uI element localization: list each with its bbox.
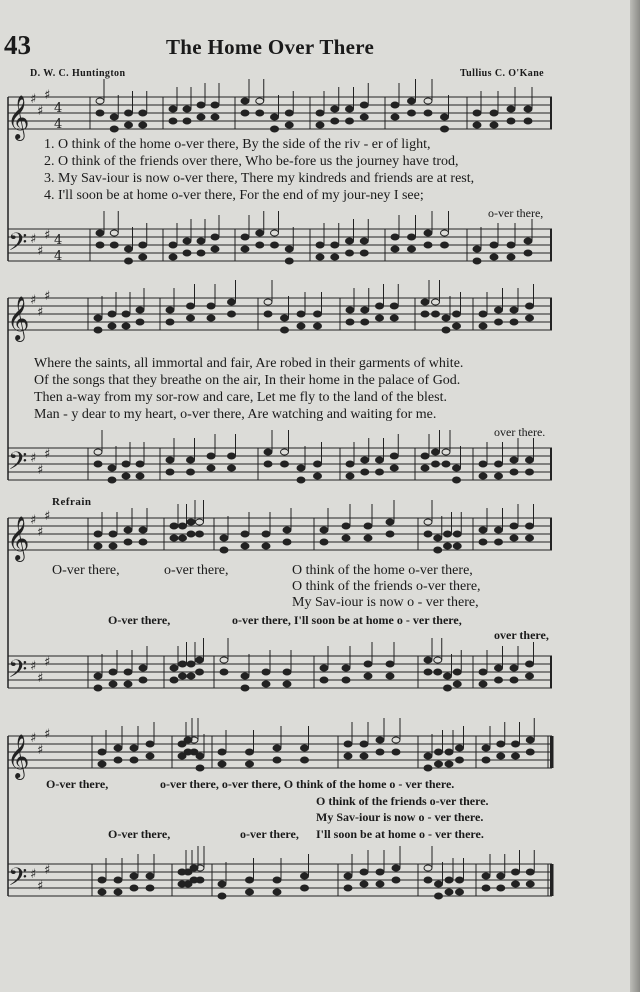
hymn-number: 43 (4, 30, 31, 60)
refrain-bass-echo-end: over there, (494, 628, 549, 642)
svg-text:𝄞: 𝄞 (7, 95, 30, 139)
svg-text:𝄞: 𝄞 (7, 734, 30, 778)
refrain2-bass-echo-a: O-ver there, (108, 827, 171, 841)
page-edge (630, 0, 640, 992)
verse-1-line-2: Where the saints, all immortal and fair, Are robed in their garments of white. (34, 356, 464, 371)
composer-credit: Tullius C. O'Kane (460, 68, 544, 79)
svg-text:4: 4 (54, 101, 63, 116)
verse-4-line-1: 4. I'll soon be at home o-ver there, For the end of my jour-ney I see; (44, 188, 424, 203)
svg-text:♯: ♯ (44, 863, 51, 878)
refrain2-line-saviour: My Sav-iour is now o - ver there. (316, 810, 484, 824)
svg-text:♯: ♯ (37, 879, 44, 894)
svg-text:♯: ♯ (37, 743, 44, 758)
svg-text:♯: ♯ (30, 232, 37, 247)
svg-text:♯: ♯ (44, 228, 51, 243)
svg-text:𝄢: 𝄢 (8, 228, 28, 263)
svg-text:𝄢: 𝄢 (8, 655, 28, 690)
verse-2-line-2: Of the songs that they breathe on the air, In their home in the palace of God. (34, 373, 461, 388)
svg-text:♯: ♯ (37, 463, 44, 478)
refrain-bass-echo-a: O-ver there, (108, 613, 171, 627)
refrain-line-saviour: My Sav-iour is now o - ver there, (292, 595, 479, 610)
svg-text:♯: ♯ (30, 659, 37, 674)
refrain2-bass-echo-b: o-ver there, (240, 827, 299, 841)
refrain2-echo-a: O-ver there, (46, 777, 109, 791)
svg-text:𝄞: 𝄞 (7, 296, 30, 340)
svg-text:♯: ♯ (37, 244, 44, 259)
svg-text:𝄢: 𝄢 (8, 447, 28, 482)
svg-text:♯: ♯ (44, 88, 51, 103)
svg-text:4: 4 (54, 117, 63, 132)
svg-text:♯: ♯ (44, 655, 51, 670)
verse-3-line-2: Then a-way from my sor-row and care, Let me fly to the land of the blest. (34, 390, 447, 405)
lyricist-credit: D. W. C. Huntington (30, 68, 126, 79)
refrain-line-friends: O think of the friends o-ver there, (292, 579, 481, 594)
svg-text:♯: ♯ (30, 513, 37, 528)
refrain2-bass-line: I'll soon be at home o - ver there. (316, 827, 484, 841)
svg-text:♯: ♯ (44, 289, 51, 304)
svg-text:♯: ♯ (44, 727, 51, 742)
refrain-echo-b: o-ver there, (164, 563, 229, 578)
svg-text:♯: ♯ (37, 525, 44, 540)
svg-text:♯: ♯ (30, 293, 37, 308)
refrain2-line-friends: O think of the friends o-ver there. (316, 794, 489, 808)
hymn-title: The Home Over There (166, 35, 375, 59)
svg-text:♯: ♯ (37, 671, 44, 686)
svg-text:♯: ♯ (44, 447, 51, 462)
refrain2-line-home: o-ver there, o-ver there, O think of the home o - ver there. (160, 777, 455, 791)
svg-text:♯: ♯ (37, 305, 44, 320)
svg-text:4: 4 (54, 249, 63, 264)
svg-text:4: 4 (54, 233, 63, 248)
svg-text:♯: ♯ (44, 509, 51, 524)
verse-4-line-2: Man - y dear to my heart, o-ver there, Are watching and waiting for me. (34, 407, 437, 422)
svg-text:♯: ♯ (30, 92, 37, 107)
svg-text:♯: ♯ (30, 451, 37, 466)
svg-text:♯: ♯ (37, 104, 44, 119)
verse-3-line-1: 3. My Sav-iour is now o-ver there, There my kindreds and friends are at rest, (44, 171, 475, 186)
refrain-label: Refrain (52, 496, 92, 508)
refrain-bass-line: o-ver there, I'll soon be at home o - ver there, (232, 613, 462, 627)
echo-over-there-2: over there. (494, 425, 546, 439)
svg-text:♯: ♯ (30, 731, 37, 746)
echo-over-there-1: o-ver there, (488, 206, 544, 220)
svg-text:𝄢: 𝄢 (8, 863, 28, 898)
svg-text:𝄞: 𝄞 (7, 516, 30, 560)
verse-2-line-1: 2. O think of the friends over there, Who be-fore us the journey have trod, (44, 154, 459, 169)
refrain-echo-a: O-ver there, (52, 563, 120, 578)
refrain-line-home: O think of the home o-ver there, (292, 563, 473, 578)
svg-text:♯: ♯ (30, 867, 37, 882)
verse-1-line-1: 1. O think of the home o-ver there, By the side of the riv - er of light, (44, 137, 431, 152)
